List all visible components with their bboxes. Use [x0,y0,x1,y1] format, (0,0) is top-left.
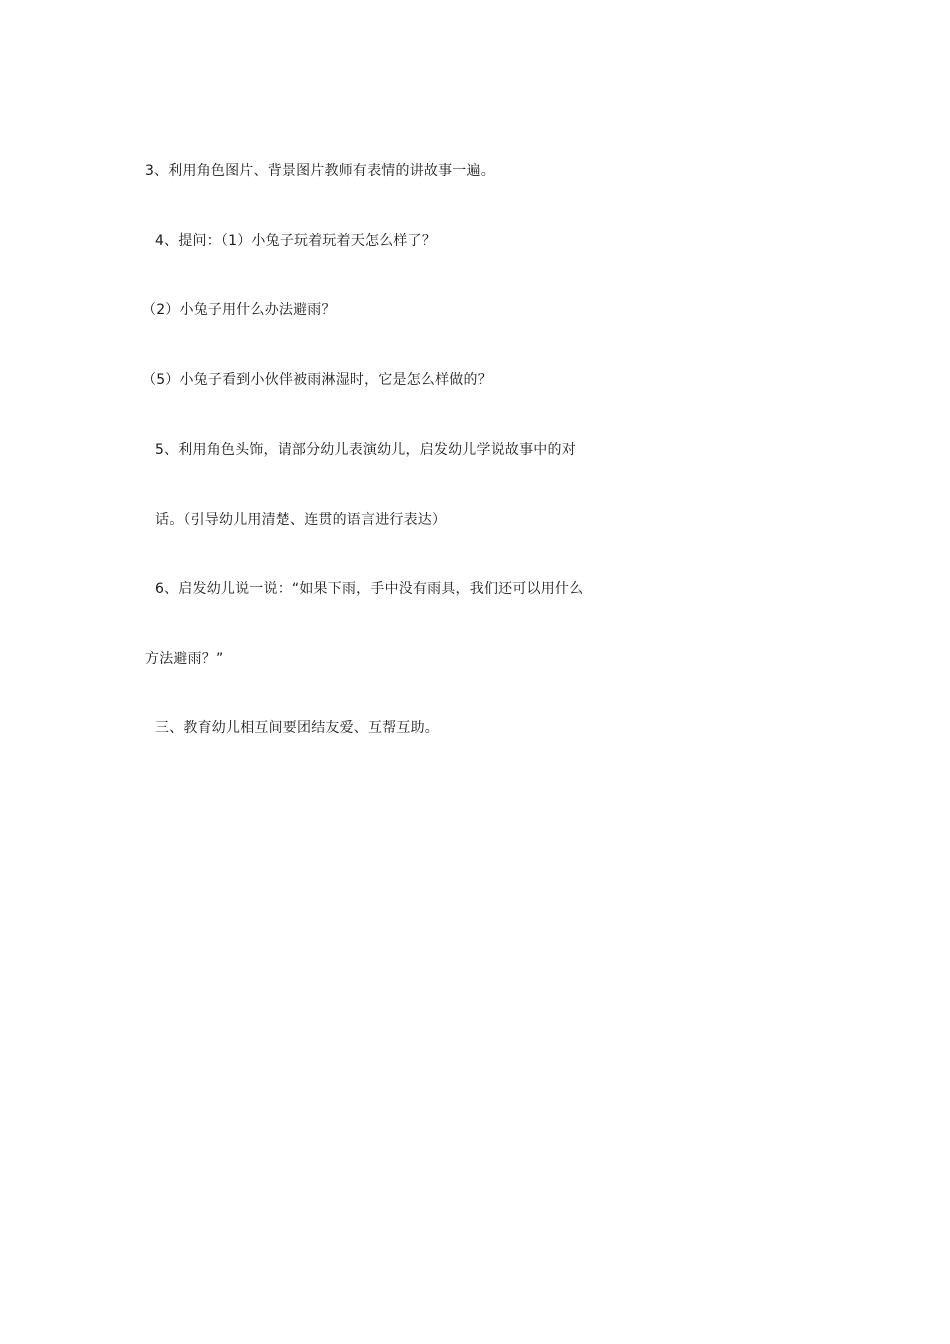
paragraph-step-6-continued: 方法避雨？” [145,651,224,667]
paragraph-step-6: 6、启发幼儿说一说：“如果下雨，手中没有雨具，我们还可以用什么 [155,581,584,597]
paragraph-step-5-continued: 话。（引导幼儿用清楚、连贯的语言进行表达） [155,512,447,528]
paragraph-question-5: （5）小兔子看到小伙伴被雨淋湿时，它是怎么样做的？ [142,372,492,388]
paragraph-step-4-question-1: 4、提问：（1）小兔子玩着玩着天怎么样了？ [155,233,437,249]
paragraph-step-3: 3、利用角色图片、背景图片教师有表情的讲故事一遍。 [145,163,495,179]
paragraph-section-3: 三、教育幼儿相互间要团结友爱、互帮互助。 [155,720,439,736]
paragraph-step-5: 5、利用角色头饰，请部分幼儿表演幼儿，启发幼儿学说故事中的对 [155,442,576,458]
paragraph-question-2: （2）小兔子用什么办法避雨？ [142,302,336,318]
